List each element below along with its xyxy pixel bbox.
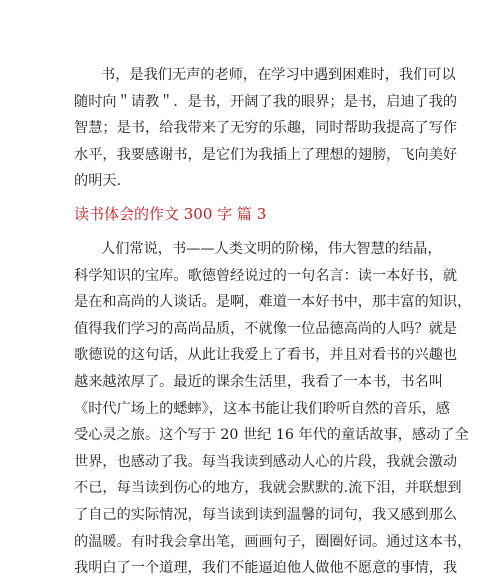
paragraph-line: 是在和高尚的人谈话。是啊，难道一本好书中，那丰富的知识， (74, 294, 472, 311)
paragraph-line: 智慧；是书，给我带来了无穷的乐趣，同时帮助我提高了写作 (74, 120, 458, 137)
paragraph-line: 不已，每当读到伤心的地方，我就会默默的.流下泪，并联想到 (74, 480, 462, 497)
paragraph-line: 受心灵之旅。这个写于 20 世纪 16 年代的童话故事，感动了全 (74, 427, 469, 444)
paragraph-line: 我明白了一个道理，我们不能逼迫他人做他不愿意的事情，我 (74, 560, 458, 577)
paragraph-line: 世界，也感动了我。每当我读到感动人心的片段，我就会激动 (74, 453, 458, 470)
paragraph-line: 科学知识的宝库。歌德曾经说过的一句名言：读一本好书，就 (74, 267, 458, 284)
section-heading: 读书体会的作文 300 字 篇 3 (74, 205, 267, 223)
paragraph-line: 的温暖。有时我会拿出笔，画画句子，圈圈好词。通过这本书， (74, 533, 472, 550)
paragraph-line: 人们常说，书——人类文明的阶梯，伟大智慧的结晶， (101, 241, 442, 257)
paragraph-line: 的明天． (74, 173, 131, 190)
paragraph-line: 随时向＂请教＂．是书，开阔了我的眼界；是书，启迪了我的 (74, 93, 458, 110)
paragraph-1 (74, 62, 458, 195)
paragraph-line: 书，是我们无声的老师，在学习中遇到困难时，我们可以 (101, 67, 456, 83)
paragraph-line: 了自己的实际情况，每当读到读到温馨的词句，我又感到那么 (74, 506, 458, 523)
paragraph-line: 越来越浓厚了。最近的课余生活里，我看了一本书，书名叫 (74, 373, 443, 390)
paragraph-line: 水平，我要感谢书，是它们为我插上了理想的翅膀，飞向美好 (74, 146, 458, 163)
paragraph-2 (74, 236, 472, 582)
paragraph-line: 值得我们学习的高尚品质，不就像一位品德高尚的人吗？就是 (74, 320, 458, 337)
paragraph-line: 歌德说的这句话，从此让我爱上了看书，并且对看书的兴趣也 (74, 347, 458, 364)
paragraph-line: 《时代广场上的蟋蟀》，这本书能让我们聆听自然的音乐，感 (74, 400, 450, 417)
